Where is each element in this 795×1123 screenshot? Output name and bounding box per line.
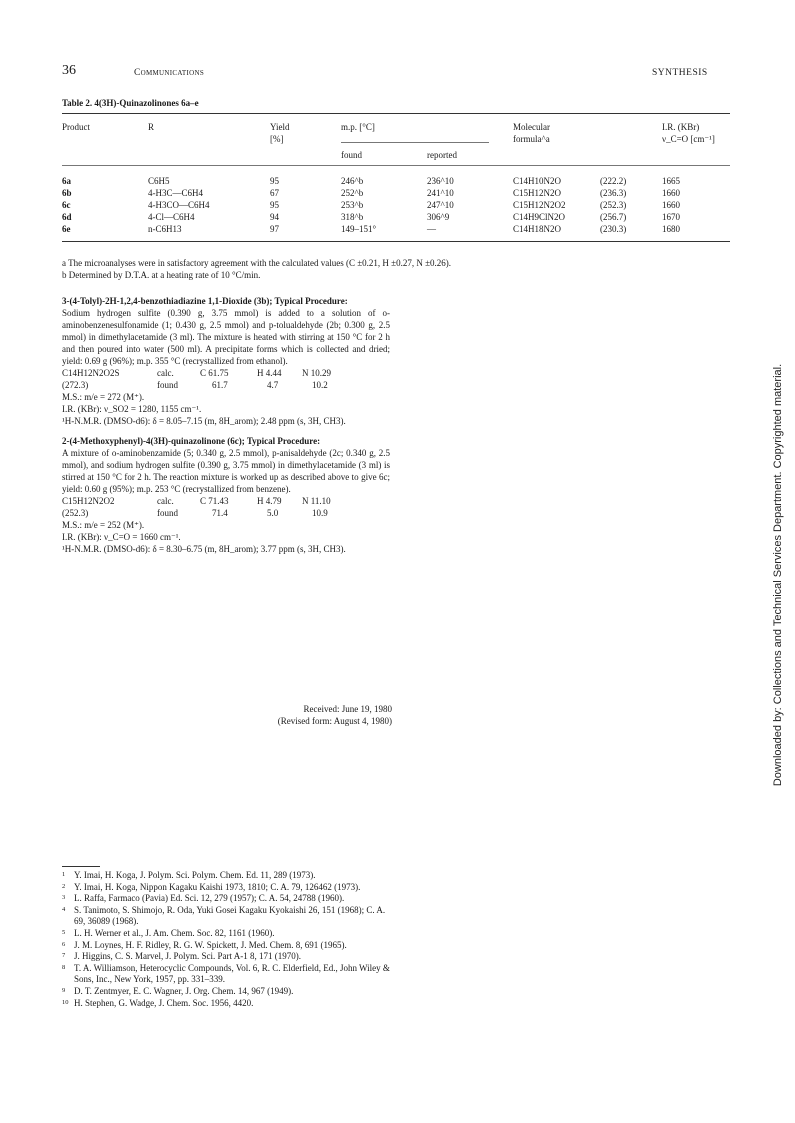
ir-spectrum: I.R. (KBr): ν_SO2 = 1280, 1155 cm⁻¹.	[62, 404, 202, 414]
cell-yield: 97	[270, 224, 279, 234]
journal-name: SYNTHESIS	[652, 68, 708, 78]
cell-r: 4-H3CO—C6H4	[148, 200, 210, 210]
reference-text: D. T. Zentmyer, E. C. Wagner, J. Org. Chem. 14, 967 (1949).	[74, 985, 294, 996]
analysis-calc-h: H 4.79	[257, 496, 282, 506]
reference-text: Y. Imai, H. Koga, J. Polym. Sci. Polym. Chem. Ed. 11, 289 (1973).	[74, 870, 316, 880]
analysis-found-label: found	[157, 508, 178, 518]
cell-product: 6e	[62, 224, 71, 234]
download-watermark: Downloaded by: Collections and Technical Services Department. Copyrighted material.	[772, 363, 784, 787]
cell-product: 6d	[62, 212, 72, 222]
mp-subrule	[341, 142, 489, 143]
cell-formula: C14H10N2O	[513, 176, 562, 186]
reference-item	[62, 882, 392, 894]
analysis-found-n: 10.2	[312, 380, 328, 390]
table-footnotes	[62, 257, 742, 281]
cell-formula: C15H12N2O	[513, 188, 562, 198]
analysis-calc-label: calc.	[157, 496, 174, 506]
cell-ir: 1660	[662, 200, 680, 210]
cell-r: 4-Cl—C6H4	[148, 212, 195, 222]
revised-date: (Revised form: August 4, 1980)	[277, 716, 392, 726]
cell-mp-reported: 236^10	[427, 176, 454, 186]
table-footnote: a The microanalyses were in satisfactory agreement with the calculated values (C ±0.21, H ±0.27, N ±0.26).	[62, 258, 452, 268]
cell-mp-found: 246^b	[341, 176, 364, 186]
cell-product: 6a	[62, 176, 71, 186]
header-found: found	[341, 150, 362, 160]
analysis-calc-c: C 61.75	[200, 368, 229, 378]
cell-yield: 67	[270, 188, 279, 198]
analysis-found-label: found	[157, 380, 178, 390]
reference-number: 5	[62, 928, 66, 936]
analysis-mw: (272.3)	[62, 380, 89, 390]
cell-ir: 1670	[662, 212, 680, 222]
header-mp: m.p. [°C]	[341, 122, 375, 132]
header-r: R	[148, 122, 155, 132]
ir-spectrum: I.R. (KBr): ν_C=O = 1660 cm⁻¹.	[62, 532, 181, 542]
cell-mp-reported: 241^10	[427, 188, 454, 198]
reference-item	[62, 951, 392, 963]
analysis-calc-n: N 10.29	[302, 368, 331, 378]
header-formula-2: formula^a	[513, 134, 550, 144]
reference-number: 7	[62, 952, 66, 960]
cell-mp-reported: 247^10	[427, 200, 454, 210]
reference-text: L. Raffa, Farmaco (Pavia) Ed. Sci. 12, 279 (1957); C. A. 54, 24788 (1960).	[74, 893, 345, 904]
cell-product: 6b	[62, 188, 72, 198]
cell-mw: (230.3)	[600, 224, 627, 234]
table-bottom-rule	[62, 241, 730, 242]
cell-mw: (256.7)	[600, 212, 627, 222]
cell-mp-found: 252^b	[341, 188, 364, 198]
procedure-text: Sodium hydrogen sulfite (0.390 g, 3.75 mmol) is added to a solution of o-aminobenzenesulfonamide (1; 0.430 g, 2.5 mmol) and p-tolualdehyde (2b; 0.300 g, 2.5 mmol) in dimethylacetamide (3 ml). The mixture is heated with stirring at 150 °C for 2 h and then poured into water (500 ml). A precipitate forms which is collected and dried; yield: 0.69 g (96%); m.p. 355 °C (recrystallized from ethanol).	[62, 308, 390, 366]
reference-item	[62, 940, 392, 952]
cell-mp-found: 253^b	[341, 200, 364, 210]
table-header-rule	[62, 165, 730, 166]
reference-text: T. A. Williamson, Heterocyclic Compounds, Vol. 6, R. C. Elderfield, Ed., John Wiley & Sons, Inc., New York, 1957, pp. 331–339.	[74, 962, 390, 985]
mass-spec: M.S.: m/e = 252 (M⁺).	[62, 520, 145, 530]
cell-mw: (236.3)	[600, 188, 627, 198]
reference-number: 10	[62, 998, 69, 1006]
section-title: Communications	[134, 68, 205, 78]
procedure-heading: 3-(4-Tolyl)-2H-1,2,4-benzothiadiazine 1,1-Dioxide (3b); Typical Procedure:	[62, 296, 348, 306]
procedure-heading: 2-(4-Methoxyphenyl)-4(3H)-quinazolinone (6c); Typical Procedure:	[62, 436, 321, 446]
header-yield-unit: [%]	[270, 134, 284, 144]
cell-mp-found: 149–151°	[341, 224, 377, 234]
experimental-column	[62, 294, 390, 555]
analysis-found-n: 10.9	[312, 508, 328, 518]
cell-product: 6c	[62, 200, 71, 210]
cell-mp-found: 318^b	[341, 212, 364, 222]
reference-item	[62, 963, 392, 986]
reference-text: H. Stephen, G. Wadge, J. Chem. Soc. 1956, 4420.	[74, 997, 254, 1008]
reference-item	[62, 893, 392, 905]
cell-yield: 95	[270, 200, 279, 210]
reference-number: 2	[62, 882, 66, 890]
cell-formula: C15H12N2O2	[513, 200, 566, 210]
cell-formula: C14H18N2O	[513, 224, 562, 234]
analysis-found-h: 5.0	[267, 508, 279, 518]
header-ir: I.R. (KBr)	[662, 122, 700, 132]
cell-ir: 1665	[662, 176, 680, 186]
cell-ir: 1660	[662, 188, 680, 198]
page-number: 36	[62, 63, 76, 78]
reference-text: Y. Imai, H. Koga, Nippon Kagaku Kaishi 1973, 1810; C. A. 79, 126462 (1973).	[74, 881, 361, 892]
analysis-calc-h: H 4.44	[257, 368, 282, 378]
references-rule	[62, 866, 100, 867]
analysis-found-c: 71.4	[212, 508, 228, 518]
references	[62, 866, 392, 1009]
reference-text: J. M. Loynes, H. F. Ridley, R. G. W. Spickett, J. Med. Chem. 8, 691 (1965).	[74, 939, 347, 950]
cell-mp-reported: —	[427, 224, 436, 234]
cell-r: C6H5	[148, 176, 170, 186]
nmr-spectrum: ¹H-N.M.R. (DMSO-d6): δ = 8.05–7.15 (m, 8H_arom); 2.48 ppm (s, 3H, CH3).	[62, 416, 346, 426]
cell-formula: C14H9ClN2O	[513, 212, 566, 222]
reference-item	[62, 998, 392, 1010]
reference-number: 6	[62, 940, 66, 948]
header-formula: Molecular	[513, 122, 550, 132]
header-ir-2: ν_C=O [cm⁻¹]	[662, 134, 715, 144]
reference-item	[62, 986, 392, 998]
reference-text: S. Tanimoto, S. Shimojo, R. Oda, Yuki Gosei Kagaku Kyokaishi 26, 151 (1968); C. A. 69, 36089 (1968).	[74, 904, 386, 927]
analysis-formula: C14H12N2O2S	[62, 368, 120, 378]
table-footnote: b Determined by D.T.A. at a heating rate of 10 °C/min.	[62, 270, 261, 280]
reference-number: 8	[62, 963, 66, 971]
cell-ir: 1680	[662, 224, 680, 234]
header-product: Product	[62, 122, 90, 132]
reference-number: 1	[62, 871, 66, 878]
reference-number: 3	[62, 894, 66, 902]
cell-mp-reported: 306^9	[427, 212, 450, 222]
elemental-analysis	[62, 495, 390, 519]
reference-item	[62, 928, 392, 940]
procedure-text: A mixture of o-aminobenzamide (5; 0.340 g, 2.5 mmol), p-anisaldehyde (2c; 0.340 g, 2.5 mmol), and sodium hydrogen sulfite (0.390 g, 3.75 mmol) in dimethylacetamide (3 ml) is stirred at 150 °C for 2 h. The reaction mixture is worked up as described above to give 6c; yield: 0.60 g (95%); m.p. 253 °C (recrystallized from benzene).	[62, 448, 390, 494]
cell-r: n-C6H13	[148, 224, 182, 234]
received-dates	[62, 703, 392, 727]
analysis-found-c: 61.7	[212, 380, 228, 390]
header-reported: reported	[427, 150, 457, 160]
reference-item	[62, 870, 392, 882]
cell-yield: 95	[270, 176, 279, 186]
header-yield: Yield	[270, 122, 290, 132]
reference-item	[62, 905, 392, 928]
reference-number: 9	[62, 986, 66, 994]
cell-mw: (222.2)	[600, 176, 627, 186]
reference-text: L. H. Werner et al., J. Am. Chem. Soc. 82, 1161 (1960).	[74, 927, 275, 938]
cell-r: 4-H3C—C6H4	[148, 188, 204, 198]
reference-number: 4	[62, 905, 66, 913]
received-date: Received: June 19, 1980	[303, 704, 392, 714]
analysis-calc-c: C 71.43	[200, 496, 229, 506]
table-top-rule	[62, 113, 730, 114]
analysis-calc-n: N 11.10	[302, 496, 331, 506]
mass-spec: M.S.: m/e = 272 (M⁺).	[62, 392, 145, 402]
cell-mw: (252.3)	[600, 200, 627, 210]
cell-yield: 94	[270, 212, 279, 222]
table-caption: Table 2. 4(3H)-Quinazolinones 6a–e	[62, 98, 199, 108]
analysis-mw: (252.3)	[62, 508, 89, 518]
reference-text: J. Higgins, C. S. Marvel, J. Polym. Sci. Part A-1 8, 171 (1970).	[74, 951, 302, 962]
nmr-spectrum: ¹H-N.M.R. (DMSO-d6): δ = 8.30–6.75 (m, 8H_arom); 3.77 ppm (s, 3H, CH3).	[62, 544, 346, 554]
analysis-found-h: 4.7	[267, 380, 279, 390]
analysis-formula: C15H12N2O2	[62, 496, 115, 506]
elemental-analysis	[62, 367, 390, 391]
analysis-calc-label: calc.	[157, 368, 174, 378]
